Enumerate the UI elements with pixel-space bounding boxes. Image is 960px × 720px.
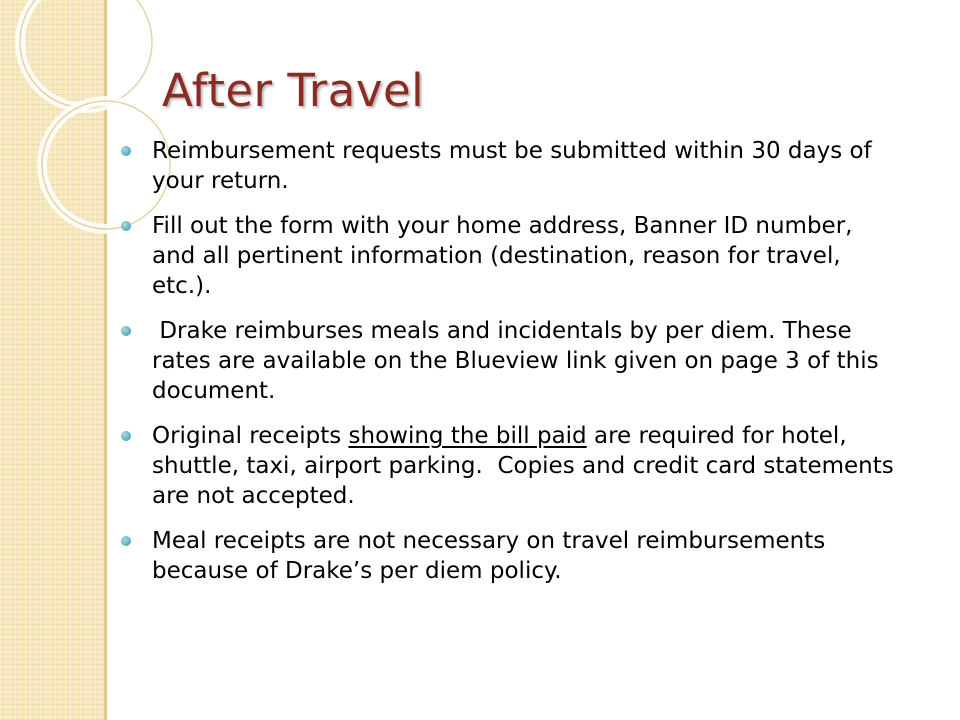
bullet-dot-icon <box>121 431 131 441</box>
bullet-text: Reimbursement requests must be submitted within 30 days of your return. <box>152 138 872 194</box>
slide-title: After Travel <box>162 64 425 117</box>
bullet-text: Meal receipts are not necessary on travel reimbursements because of Drake’s per diem policy. <box>152 528 826 584</box>
bullet-list <box>118 136 902 601</box>
bullet-item-meal-receipts <box>118 526 898 586</box>
bullet-item-submission-deadline <box>118 136 898 196</box>
bullet-text-after: are required for hotel, shuttle, taxi, airport parking. Copies and credit card statements are not accepted. <box>152 423 902 509</box>
bullet-dot-icon <box>121 146 131 156</box>
bullet-item-fill-form <box>118 211 898 301</box>
bullet-text-underlined: showing the bill paid <box>348 423 587 449</box>
bullet-dot-icon <box>121 221 131 231</box>
bullet-item-per-diem <box>118 316 898 406</box>
bullet-dot-icon <box>121 326 131 336</box>
bullet-item-original-receipts <box>118 421 902 511</box>
bullet-text: Fill out the form with your home address, Banner ID number, and all pertinent information (destination, reason for travel, etc.). <box>152 213 853 299</box>
bullet-text: Drake reimburses meals and incidentals by per diem. These rates are available on the Blueview link given on page 3 of this document. <box>152 318 886 404</box>
bullet-dot-icon <box>121 536 131 546</box>
bullet-text-before: Original receipts <box>152 423 349 449</box>
